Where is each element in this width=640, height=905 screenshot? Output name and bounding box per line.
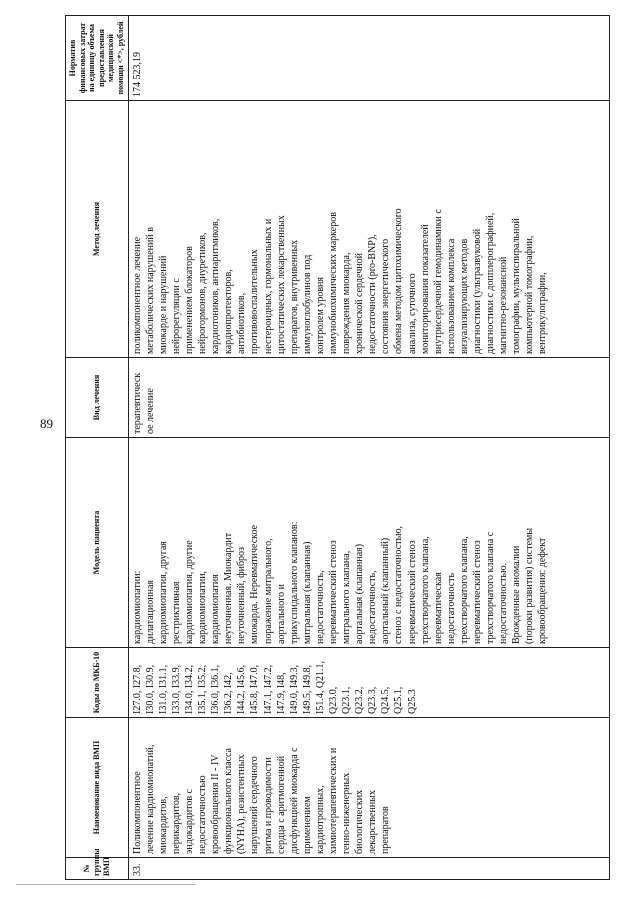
text-line: трехстворчатого клапана, xyxy=(419,536,431,644)
text-line: I27.0, I27.8, xyxy=(131,664,143,714)
text-line: метаболических нарушений в xyxy=(144,227,156,354)
text-line: компьютерной томографии, xyxy=(524,235,536,354)
text-line: I47.1, I47.2, xyxy=(262,664,274,714)
text-line: (NYHA), резистентных xyxy=(236,754,248,854)
table-header-row xyxy=(66,16,129,880)
text-line: поражение митрального, xyxy=(262,538,274,644)
text-line: анализа, суточного xyxy=(406,273,418,354)
text-line: нейрогормонов, диуретиков, xyxy=(197,232,209,354)
text-line: эндокардитов с xyxy=(183,788,195,854)
cell-group-number: 33. xyxy=(128,858,609,880)
text-line: I45.8, I47.0, xyxy=(249,664,261,714)
text-line: кардиомиопатии: xyxy=(131,570,143,644)
text-line: кардиопротекторов, xyxy=(223,269,235,354)
header-patient-model: Модель пациента xyxy=(66,438,129,648)
text-line: применением xyxy=(301,796,313,854)
text-line: I44.2, I45.6, xyxy=(236,664,248,714)
text-line: миокардитов, xyxy=(157,796,169,854)
text-line: диагностики с допплерографией, xyxy=(485,212,497,354)
text-line: недостаточностью xyxy=(197,775,209,854)
text-line: биологических xyxy=(354,789,366,854)
text-line: трехстворчатого клапана, xyxy=(458,536,470,644)
text-line: дисфункцией миокарда с xyxy=(288,747,300,854)
text-line: неревматическая xyxy=(432,572,444,644)
text-line: I33.0, I33.9, xyxy=(170,664,182,714)
text-line: (пороки развития) системы xyxy=(524,527,536,644)
text-line: Q25.3 xyxy=(406,689,418,714)
text-line: кровообращения: дефект xyxy=(537,537,549,644)
text-line: томографии, мультиспиральной xyxy=(511,218,523,354)
text-line: рестриктивная xyxy=(170,581,182,644)
text-line: Q24.5, xyxy=(380,686,392,714)
text-line: I36.0, I36.1, xyxy=(210,664,222,714)
cell-icd-codes xyxy=(128,648,609,718)
text-line: повреждения миокарда, xyxy=(341,252,353,354)
text-line: препаратов, внутривенных xyxy=(288,239,300,354)
text-line: аортального и xyxy=(275,584,287,644)
text-line: кардиотоников, антиаритмиков, xyxy=(210,218,222,354)
text-line: неуточненная. Миокардит xyxy=(223,532,235,644)
text-line: сердца с аритмогенной xyxy=(275,755,287,854)
text-line: аортальная (клапанная) xyxy=(354,543,366,644)
text-line: I51.4, Q21.1, xyxy=(314,660,326,714)
text-line: миокарда. Неревматическое xyxy=(249,524,261,644)
text-line: генно-инженерных xyxy=(341,772,353,854)
text-line: I49.5, I49.8, xyxy=(301,664,313,714)
text-line: дилатационная xyxy=(144,580,156,644)
text-line: митральная (клапанная) xyxy=(301,541,313,644)
text-line: антибиотиков, xyxy=(236,292,248,354)
text-line: обмена методом цитохимического xyxy=(393,208,405,354)
text-line: поликомпонентное лечение xyxy=(131,236,143,354)
header-group-number: № группы ВМП xyxy=(66,858,129,880)
text-line: кардиомиопатия, другая xyxy=(157,541,169,644)
text-line: трехстворчатого клапана с xyxy=(485,531,497,644)
text-line: иммуноглобулинов под xyxy=(301,254,313,354)
text-line: Q23.0, xyxy=(327,686,339,714)
text-line: мониторирования показателей xyxy=(419,224,431,354)
text-line: недостаточностью. xyxy=(498,562,510,644)
text-line: лечение кардиомиопатий, xyxy=(144,744,156,854)
text-line: функционального класса xyxy=(223,747,235,854)
text-line: кардиотропных, xyxy=(314,785,326,854)
text-line: магнитно-резонансной xyxy=(498,256,510,354)
text-line: трикуспидального клапанов: xyxy=(288,521,300,644)
cell-financial-norm: 174 523,19 xyxy=(128,16,609,101)
text-line: кровообращения II - IV xyxy=(210,754,222,854)
text-line: состояния энергетического xyxy=(380,238,392,354)
text-line: химиотерапевтических и xyxy=(327,747,339,854)
text-line: контролем уровня xyxy=(314,277,326,354)
text-line: I49.0, I49.3, xyxy=(288,664,300,714)
text-line: Q23.3, xyxy=(367,686,379,714)
text-line: миокарде и нарушений xyxy=(157,255,169,354)
text-line: недостаточности (pro-BNP), xyxy=(367,234,379,354)
text-line: перикардитов, xyxy=(170,792,182,854)
text-line: Врожденные аномалии xyxy=(511,545,523,644)
text-line: неуточненный, фиброз xyxy=(236,547,248,644)
text-line: препаратов xyxy=(380,806,392,854)
text-line: ое лечение xyxy=(144,388,156,434)
text-line: лекарственных xyxy=(367,790,379,854)
text-line: I47.9, I48, xyxy=(275,672,287,714)
text-line: диагностики (ультразвуковой xyxy=(472,228,483,354)
text-line: использованием комплекса xyxy=(445,238,457,354)
vmp-table xyxy=(65,15,610,880)
text-line: Q23.1, xyxy=(341,686,353,714)
text-line: внутрисердечной гемодинамики с xyxy=(432,209,444,354)
text-line: вентрикулографии, xyxy=(537,272,549,354)
text-line: недостаточность, xyxy=(367,570,379,644)
header-icd-codes: Коды по МКБ-10 xyxy=(66,648,129,718)
text-line: кардиомиопатии, xyxy=(197,570,209,644)
text-line: применением блокаторов xyxy=(183,246,195,354)
text-line: недостаточность xyxy=(445,572,457,644)
header-treatment-type: Вид лечения xyxy=(66,358,129,438)
cell-treatment-method xyxy=(128,101,609,358)
text-line: хронической сердечной xyxy=(354,253,366,354)
text-line: I35.1, I35.2, xyxy=(197,664,209,714)
text-line: терапевтическ xyxy=(131,372,143,434)
text-line: кардиомиопатия, другие xyxy=(183,540,195,644)
text-line: визуализирующих методов xyxy=(458,238,470,354)
text-line: противовоспалительных xyxy=(249,249,261,354)
text-line: ритма и проводимости xyxy=(262,757,274,854)
text-line: I34.0, I34.2, xyxy=(183,664,195,714)
header-financial-norm: Норматив финансовых затрат на единицу объема предоставления медицинской помощи <*>, рублей xyxy=(66,16,129,101)
text-line: неревматический стеноз xyxy=(406,540,418,644)
text-line: неревматический стеноз xyxy=(472,540,483,644)
header-vmp-name: Наименование вида ВМП xyxy=(66,718,129,858)
table-row xyxy=(128,16,609,880)
page-number: 89 xyxy=(40,416,53,431)
header-treatment-method: Метод лечения xyxy=(66,101,129,358)
text-line: митрального клапана, xyxy=(341,550,353,644)
rotated-table-wrapper xyxy=(65,16,610,880)
text-line: неревматический стеноз xyxy=(327,540,339,644)
text-line: Q23.2, xyxy=(354,686,366,714)
text-line: I30.0, I30.9, xyxy=(144,664,156,714)
text-line: I36.2, I42, xyxy=(223,672,235,714)
text-line: аортальный (клапанный) xyxy=(380,537,392,644)
text-line: Q25.1, xyxy=(393,686,405,714)
text-line: нестероидных, гормональных и xyxy=(262,218,274,354)
cell-treatment-type xyxy=(128,358,609,438)
text-line: I31.0, I31.1, xyxy=(157,664,169,714)
cell-patient-model xyxy=(128,438,609,648)
text-line: кардиомиопатия xyxy=(210,574,222,644)
text-line: иммунобиохимических маркеров xyxy=(327,212,339,354)
text-line: стеноз с недостаточностью, xyxy=(393,525,405,644)
text-line: цитостатических лекарственных xyxy=(275,215,287,354)
text-line: нарушений сердечного xyxy=(249,756,261,854)
cell-vmp-name xyxy=(128,718,609,858)
text-line: нейрорегуляции с xyxy=(170,278,182,354)
text-line: недостаточность, xyxy=(314,570,326,644)
text-line: Поликомпонентное xyxy=(131,771,143,854)
footer-rule xyxy=(16,884,196,885)
